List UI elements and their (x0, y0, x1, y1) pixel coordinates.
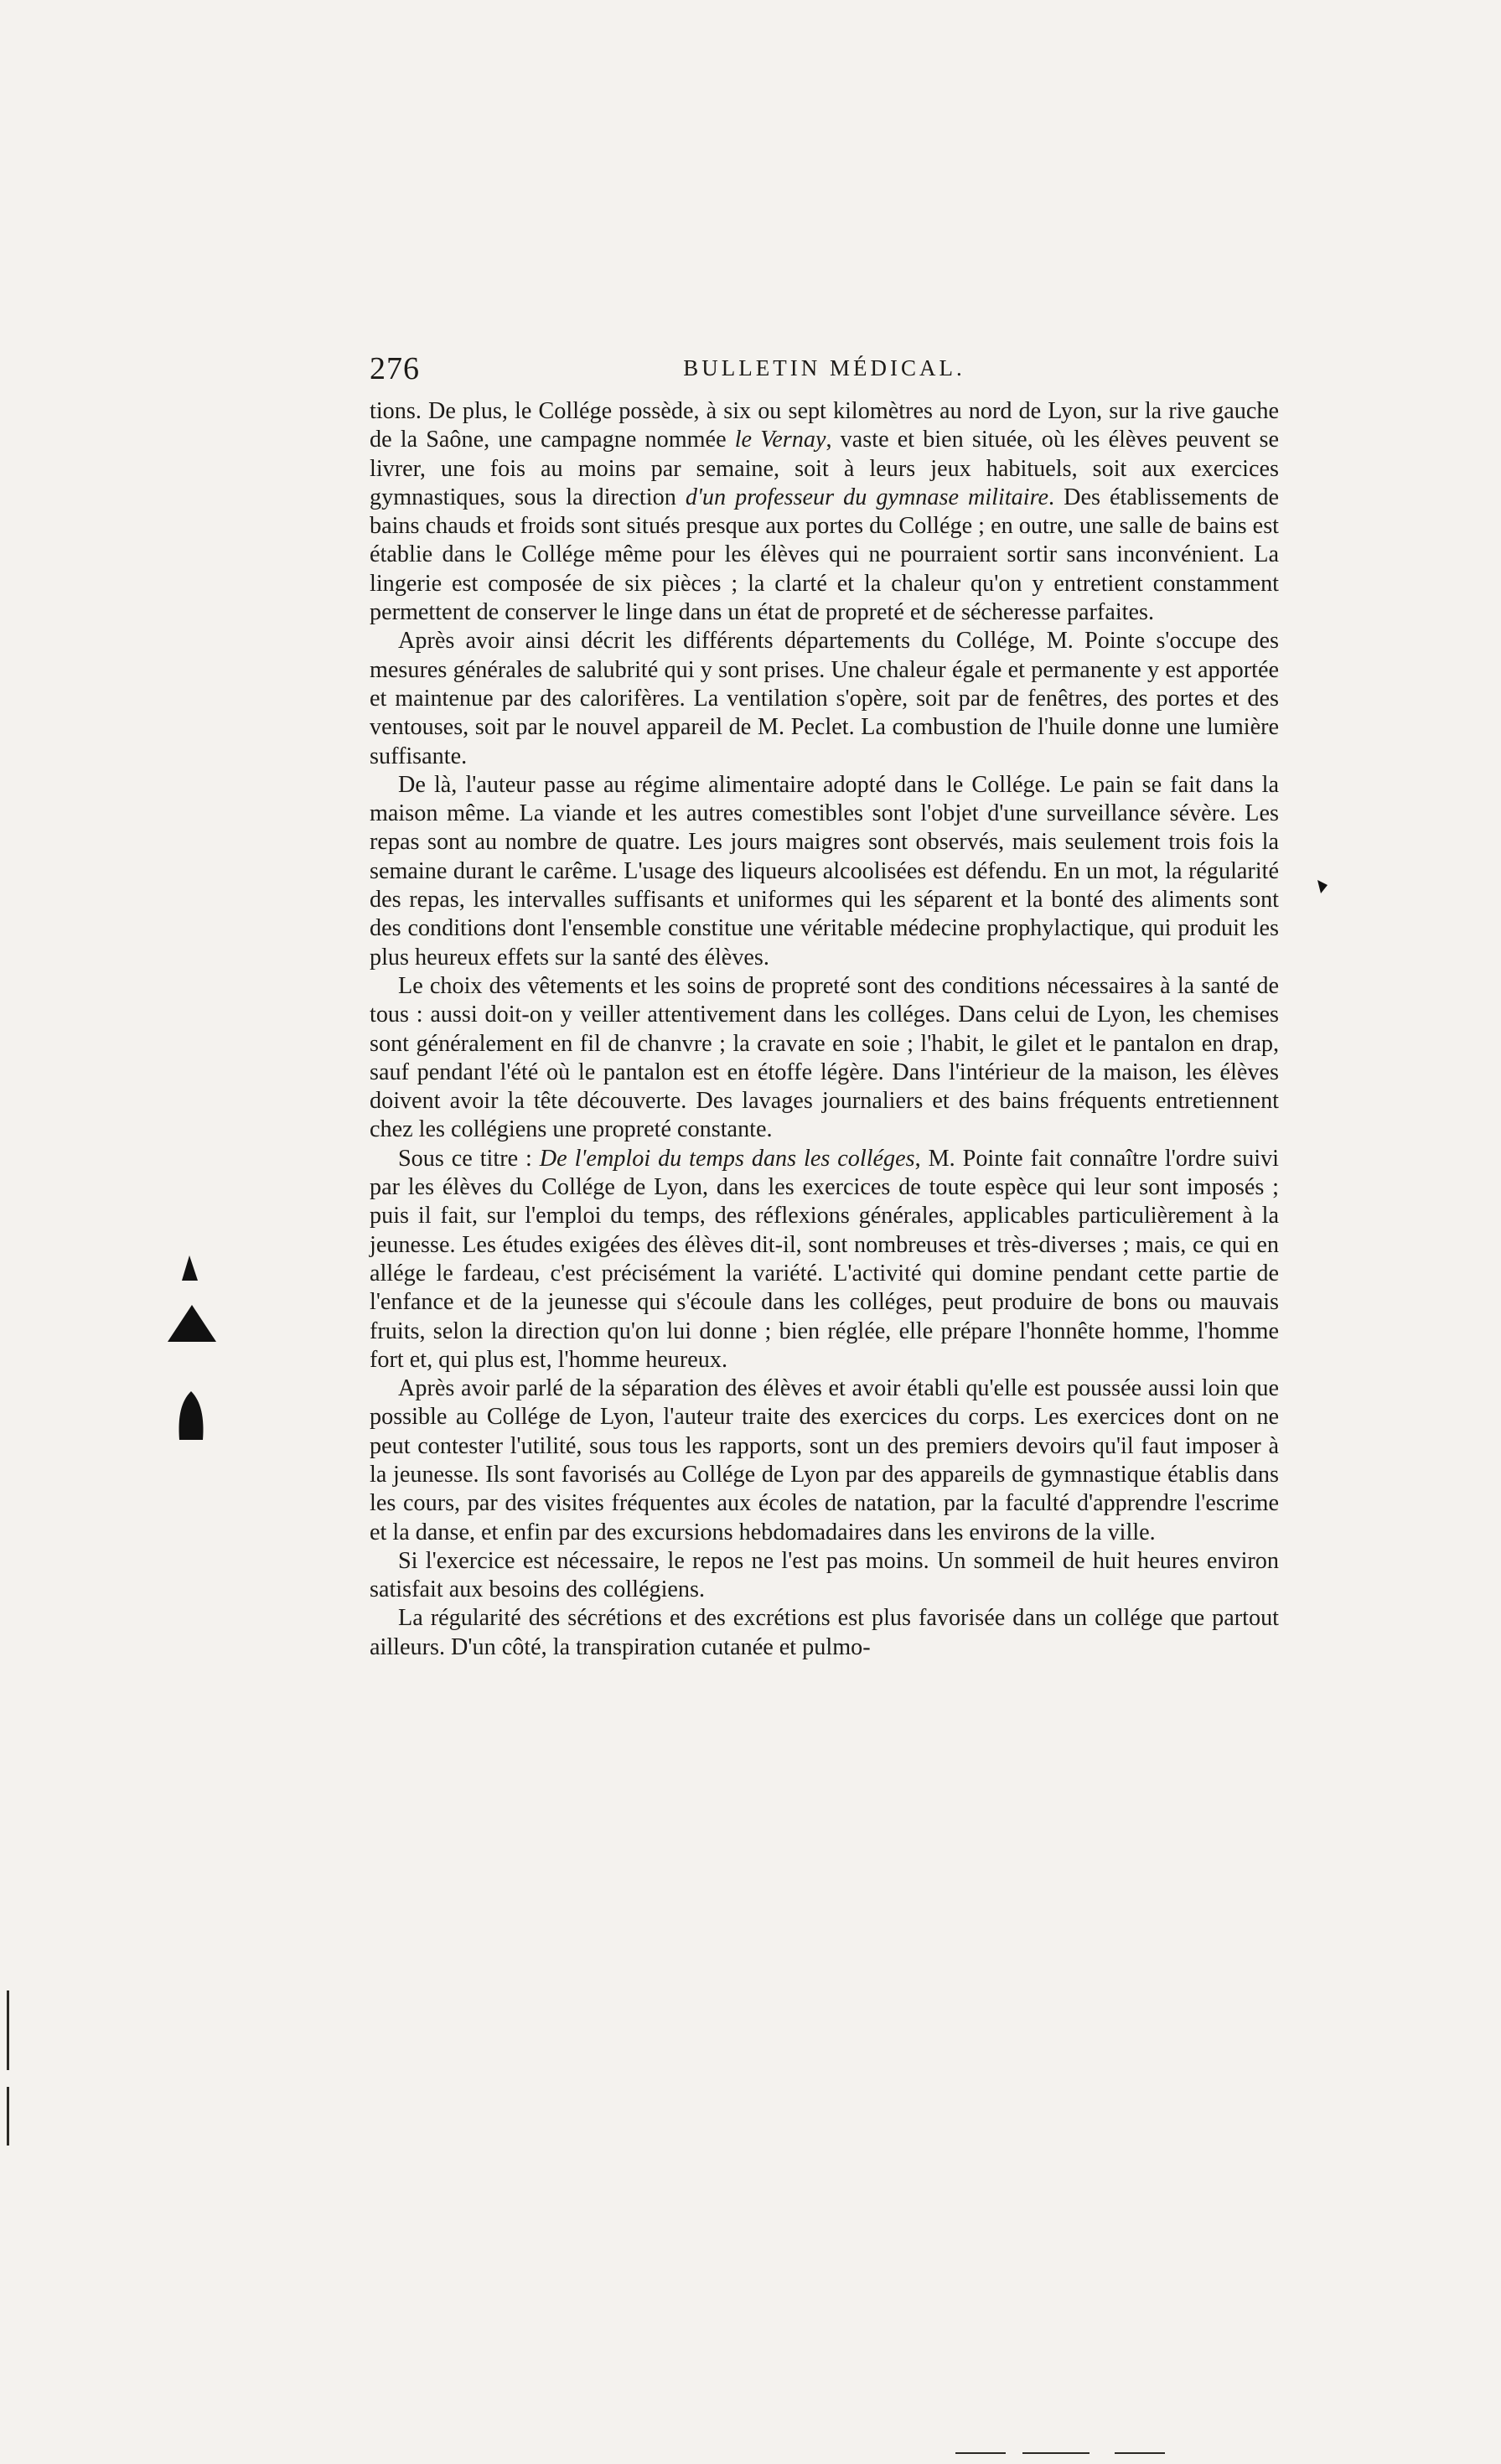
scan-bottom-mark (1115, 2452, 1165, 2454)
paragraph-5-text-a: Sous ce titre : (398, 1145, 540, 1172)
running-title: BULLETIN MÉDICAL. (683, 355, 965, 380)
triangle-mark-icon (182, 1255, 198, 1281)
paragraph-1-text-b: , vaste et bien située, où les élèves peuvent se livrer, une fois au moins par semaine, soit à leurs jeux habituels, soit aux exercices gymnastiques, sous la direction (370, 427, 1279, 510)
paragraph-7: Si l'exercice est nécessaire, le repos ne l'est pas moins. Un sommeil de huit heures environ satisfait aux besoins des collégiens. (370, 1547, 1279, 1603)
paragraph-8: La régularité des sécrétions et des excrétions est plus favorisée dans un collége que partout ailleurs. D'un côté, la transpiration cutanée et pulmo- (370, 1605, 1279, 1660)
paragraph-1-text-c: . Des établissements de bains chauds et froids sont situés presque aux portes du Collége ; en outre, une salle de bains est établie dans le Collége même pour les élèves qui ne pourraient sortir sans inconvénient. La lingerie est composée de six pièces ; la clarté et la chaleur qu'on y entretient constamment permettent de conserver le linge dans un état de propreté et de sécheresse parfaites. (370, 484, 1279, 626)
scan-edge-line (7, 1990, 9, 2070)
scan-edge-line (7, 2087, 9, 2146)
triangle-mark-icon (168, 1305, 216, 1342)
page-number: 276 (370, 351, 420, 386)
professor-title: d'un professeur du gymnase militaire (685, 484, 1049, 510)
article-body (370, 397, 1279, 1662)
paragraph-2: Après avoir ainsi décrit les différents départements du Collége, M. Pointe s'occupe des mesures générales de salubrité qui y sont prises. Une chaleur égale et permanente y est apportée et maintenue par des calorifères. La ventilation s'opère, soit par de fenêtres, des portes et des ventouses, soit par le nouvel appareil de M. Peclet. La combustion de l'huile donne une lumière suffisante. (370, 628, 1279, 769)
paragraph-1-text-a: tions. De plus, le Collége possède, à six ou sept kilomètres au nord de Lyon, sur la rive gauche de la Saône, une campagne nommée (370, 398, 1279, 453)
paragraph-4: Le choix des vêtements et les soins de propreté sont des conditions nécessaires à la santé de tous : aussi doit-on y veiller attentivement dans les colléges. Dans celui de Lyon, les chemises sont généralement en fil de chanvre ; la cravate en soie ; l'habit, le gilet et le pantalon en drap, sauf pendant l'été où le pantalon est en étoffe légère. Dans l'intérieur de la maison, les élèves doivent avoir la tête découverte. Des lavages journaliers et des bains fréquents entretiennent chez les collégiens une propreté constante. (370, 972, 1279, 1143)
scan-bottom-mark (1022, 2452, 1090, 2454)
scan-bottom-mark (955, 2452, 1006, 2454)
speck-mark-icon (1317, 880, 1328, 893)
paragraph-5 (370, 1145, 1279, 1374)
ink-blot-icon (179, 1391, 204, 1440)
chapter-title: De l'emploi du temps dans les colléges (539, 1145, 915, 1172)
paragraph-6: Après avoir parlé de la séparation des élèves et avoir établi qu'elle est poussée aussi loin que possible au Collége de Lyon, l'auteur traite des exercices du corps. Les exercices dont on ne peut contester l'utilité, sous tous les rapports, sont un des premiers devoirs qu'il faut imposer à la jeunesse. Ils sont favorisés au Collége de Lyon par des appareils de gymnastique établis dans les cours, par des visites fréquentes aux écoles de natation, par la faculté d'apprendre l'escrime et la danse, et enfin par des excursions hebdomadaires dans les environs de la ville. (370, 1375, 1279, 1545)
paragraph-1 (370, 397, 1279, 627)
paragraph-3: De là, l'auteur passe au régime alimentaire adopté dans le Collége. Le pain se fait dans la maison même. La viande et les autres comestibles sont l'objet d'une surveillance sévère. Les repas sont au nombre de quatre. Les jours maigres sont observés, mais seulement trois fois la semaine durant le carême. L'usage des liqueurs alcoolisées est défendu. En un mot, la régularité des repas, les intervalles suffisants et uniformes qui les séparent et la bonté des aliments sont des conditions dont l'ensemble constitue une véritable médecine prophylactique, qui produit les plus heureux effets sur la santé des élèves. (370, 771, 1279, 971)
place-name: le Vernay (734, 427, 826, 453)
paragraph-5-text-b: , M. Pointe fait connaître l'ordre suivi par les élèves du Collége de Lyon, dans les exercices de toute espèce qui leur sont imposés ; puis il fait, sur l'emploi du temps, des réflexions générales, applicables particulièrement à la jeunesse. Les études exigées des élèves dit-il, sont nombreuses et très-diverses ; mais, ce qui en allége le fardeau, c'est précisément la variété. L'activité qui domine pendant cette partie de l'enfance et de la jeunesse qui s'écoule dans les colléges, peut produire de bons ou mauvais fruits, selon la direction qu'on lui donne ; bien réglée, elle prépare l'honnête homme, l'homme fort et, qui plus est, l'homme heureux. (370, 1145, 1279, 1373)
running-head (370, 350, 1279, 392)
